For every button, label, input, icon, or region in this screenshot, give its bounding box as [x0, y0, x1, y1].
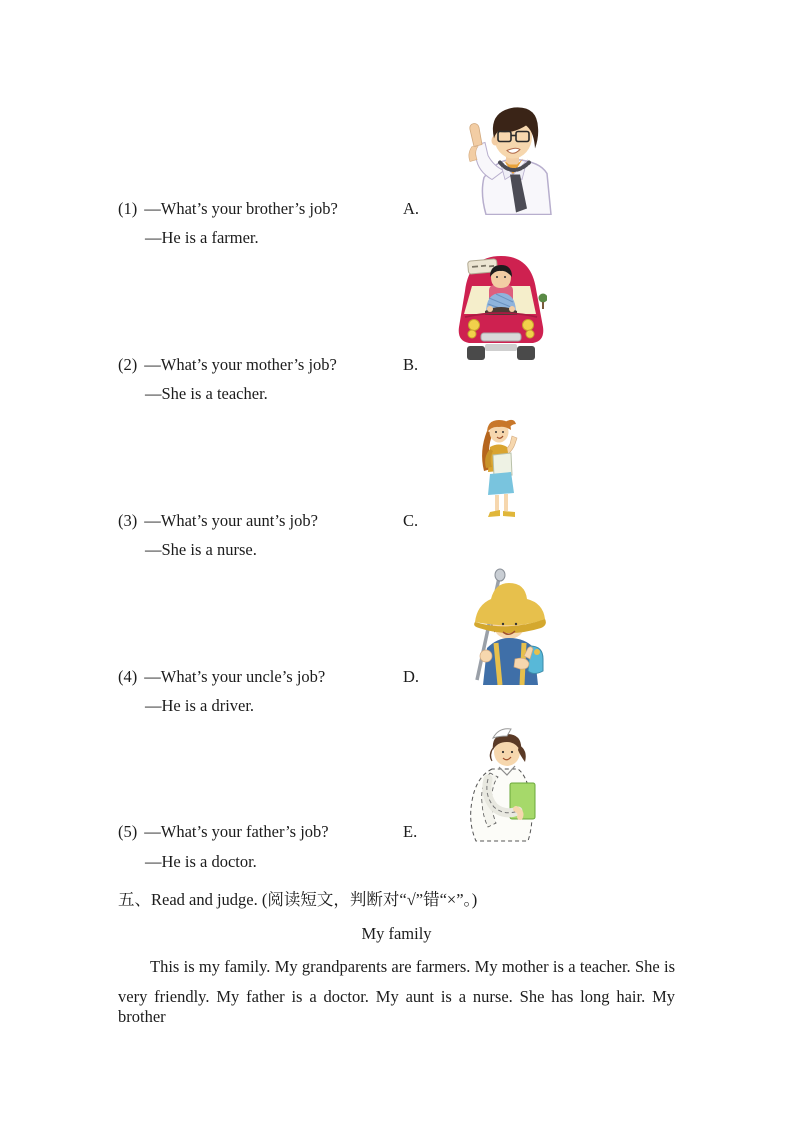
question-text: —What’s your mother’s job? — [144, 355, 337, 374]
match-row-1-answer — [145, 228, 753, 248]
car-icon — [455, 251, 547, 364]
answer-text: —He is a doctor. — [145, 852, 257, 871]
doctor-illustration — [450, 99, 562, 215]
passage-line-1: This is my family. My grandparents are farmers. My mother is a teacher. She is — [150, 957, 675, 976]
passage-title: My family — [361, 924, 432, 943]
option-letter-c: C. — [403, 511, 419, 530]
answer-text: —She is a teacher. — [145, 384, 268, 403]
question-text: —What’s your father’s job? — [144, 822, 329, 841]
answer-text: —He is a farmer. — [145, 228, 259, 247]
match-row-2-question — [118, 355, 753, 375]
question-text: —What’s your brother’s job? — [144, 199, 338, 218]
doctor-icon — [450, 99, 562, 215]
question-number: (4) — [118, 667, 138, 686]
option-letter-e: E. — [403, 822, 418, 841]
question-text: —What’s your uncle’s job? — [144, 667, 326, 686]
match-row-3-question — [118, 511, 753, 531]
question-text: —What’s your aunt’s job? — [144, 511, 318, 530]
match-row-3-answer — [145, 540, 753, 560]
car-driver-illustration — [455, 251, 547, 364]
teacher-icon — [476, 417, 530, 520]
question-number: (1) — [118, 199, 138, 218]
question-number: (5) — [118, 822, 138, 841]
match-row-5-answer — [145, 852, 753, 872]
answer-text: —She is a nurse. — [145, 540, 257, 559]
question-number: (3) — [118, 511, 138, 530]
passage-line-2: very friendly. My father is a doctor. My aunt is a nurse. She has long hair. My brother — [118, 987, 675, 1026]
teacher-woman-illustration — [476, 417, 530, 520]
match-row-4-question — [118, 667, 753, 687]
section-heading: 五、Read and judge. (阅读短文，判断对“√”错“×”。) — [118, 890, 478, 909]
match-row-1-question — [118, 199, 753, 219]
question-number: (2) — [118, 355, 138, 374]
match-row-5-question — [118, 822, 753, 842]
option-letter-b: B. — [403, 355, 419, 374]
option-letter-a: A. — [403, 199, 420, 218]
answer-text: —He is a driver. — [145, 696, 255, 715]
match-row-2-answer — [145, 384, 753, 404]
match-row-4-answer — [145, 696, 753, 716]
option-letter-d: D. — [403, 667, 420, 686]
